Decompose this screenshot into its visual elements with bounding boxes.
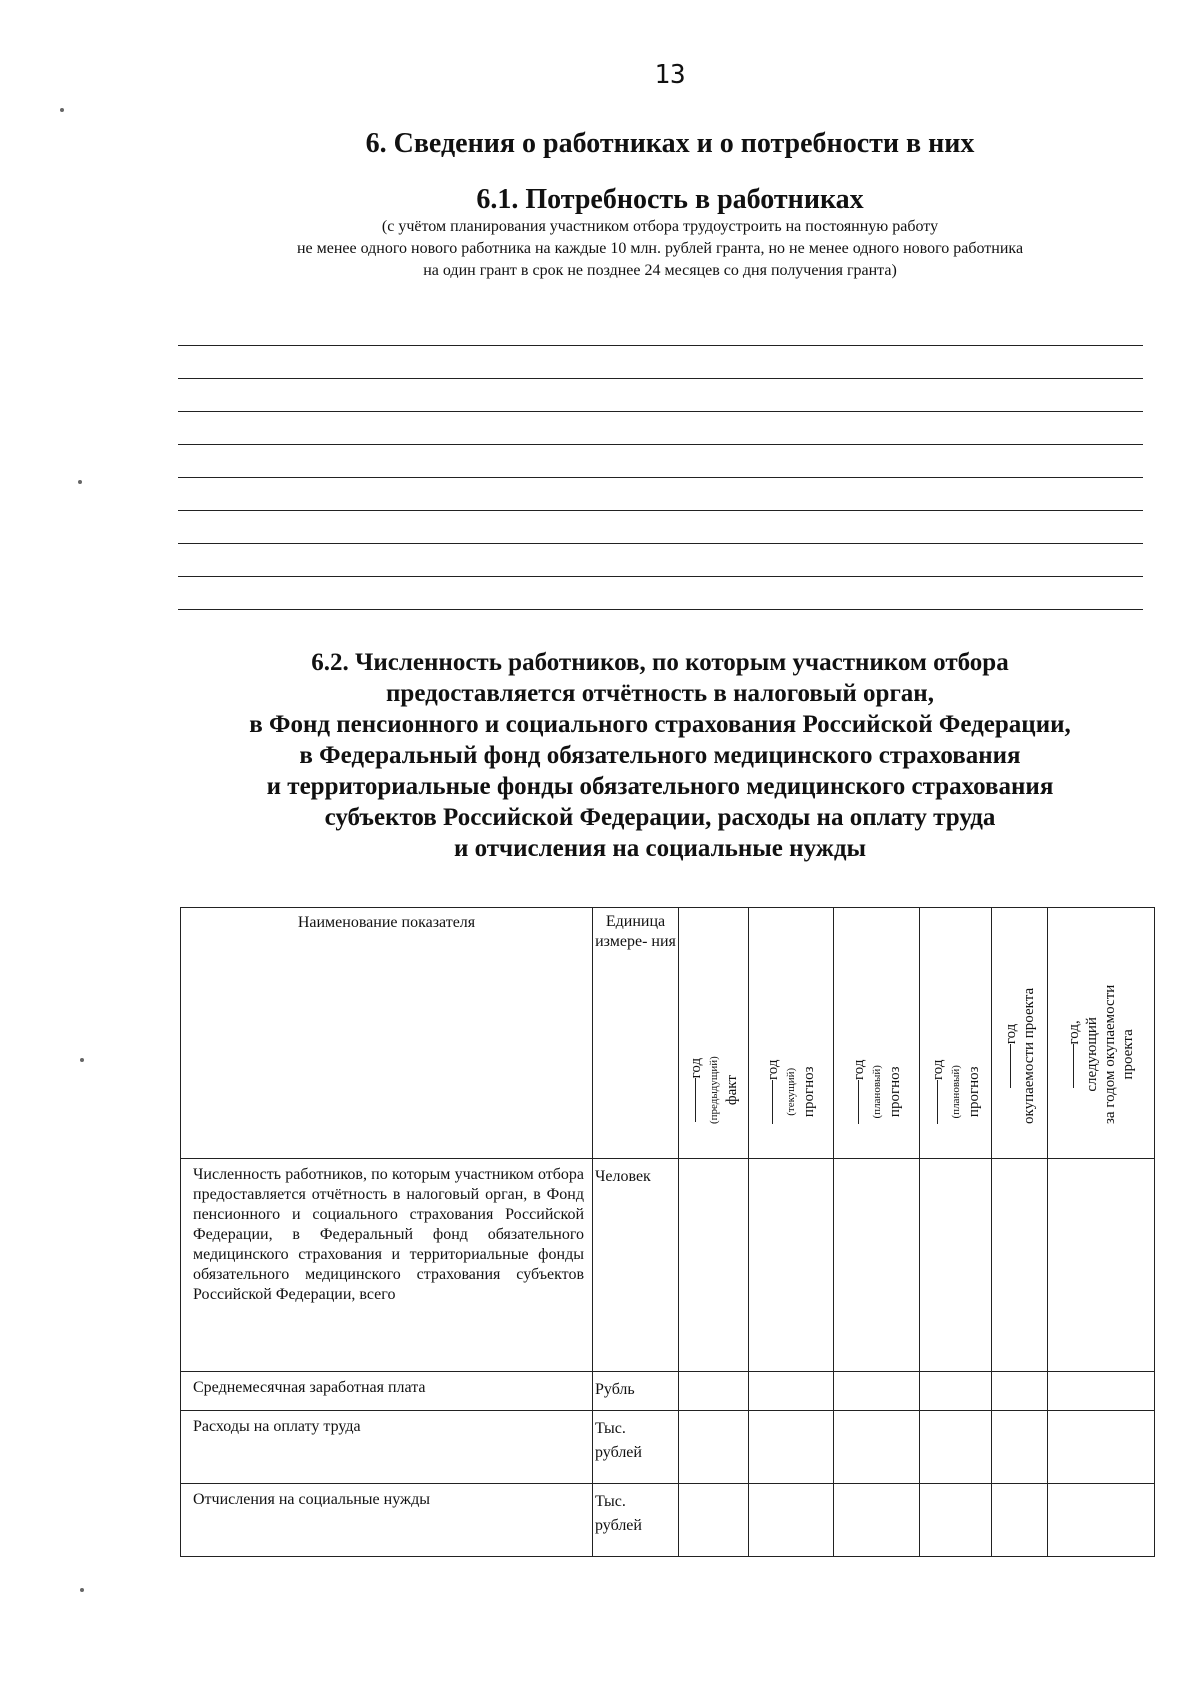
workers-table xyxy=(180,907,1155,1557)
fill-line[interactable] xyxy=(178,444,1143,445)
year-label: год, xyxy=(1066,1020,1082,1045)
title-line: предоставляется отчётность в налоговый орган, xyxy=(386,680,934,707)
section-6-1-title: 6.1. Потребность в работниках xyxy=(476,184,864,215)
value-cell[interactable] xyxy=(992,1484,1048,1557)
year-label: год xyxy=(850,1059,867,1080)
year-label: год xyxy=(929,1059,946,1080)
value-cell[interactable] xyxy=(1048,1484,1155,1557)
header-indicator-name: Наименование показателя xyxy=(181,908,593,1159)
value-cell[interactable] xyxy=(920,1484,992,1557)
value-cell[interactable] xyxy=(749,1411,834,1484)
row-unit: Человек xyxy=(593,1159,679,1372)
fill-line[interactable] xyxy=(178,378,1143,379)
value-cell[interactable] xyxy=(1048,1159,1155,1372)
scan-dot xyxy=(80,1058,84,1062)
fill-line[interactable] xyxy=(178,543,1143,544)
row-unit: Тыс. рублей xyxy=(593,1484,679,1557)
row-unit: Рубль xyxy=(593,1372,679,1411)
year-label: год xyxy=(1002,1023,1019,1045)
value-cell[interactable] xyxy=(1048,1411,1155,1484)
section-6-title: 6. Сведения о работниках и о потребности в них xyxy=(365,128,975,159)
year-qualifier: (текущий) xyxy=(785,1067,797,1116)
year-qualifier: (плановый) xyxy=(949,1065,962,1119)
page-number: 13 xyxy=(654,60,686,90)
value-cell[interactable] xyxy=(679,1372,749,1411)
fill-line[interactable] xyxy=(178,510,1143,511)
header-unit: Единица измере- ния xyxy=(593,908,679,1159)
row-name: Среднемесячная заработная плата xyxy=(181,1372,593,1411)
value-cell[interactable] xyxy=(834,1372,920,1411)
value-cell[interactable] xyxy=(749,1372,834,1411)
value-cell[interactable] xyxy=(749,1159,834,1372)
section-6-2-title xyxy=(180,647,1140,864)
value-cell[interactable] xyxy=(920,1411,992,1484)
value-cell[interactable] xyxy=(992,1411,1048,1484)
value-cell[interactable] xyxy=(992,1159,1048,1372)
year-qualifier: (плановый) xyxy=(870,1065,883,1119)
value-cell[interactable] xyxy=(679,1411,749,1484)
row-name: Расходы на оплату труда xyxy=(181,1411,593,1484)
row-name: Численность работников, по которым участником отбора предоставляется отчётность в налоговый орган, в Фонд пенсионного и социального страхования Российской Федерации, в Федеральный фонд обязательного медицинского страхования и территориальные фонды обязательного медицинского страхования субъектов Российской Федерации, всего xyxy=(181,1159,593,1372)
value-cell[interactable] xyxy=(834,1484,920,1557)
value-cell[interactable] xyxy=(749,1484,834,1557)
year-kind: факт xyxy=(723,1075,740,1106)
fill-line[interactable] xyxy=(178,411,1143,412)
section-6-1-note xyxy=(180,216,1140,282)
table-header-row xyxy=(181,908,1155,1159)
title-line: в Фонд пенсионного и социального страхования Российской Федерации, xyxy=(249,711,1071,738)
scan-dot xyxy=(80,1588,84,1592)
title-line: и территориальные фонды обязательного медицинского страхования xyxy=(266,773,1054,800)
value-cell[interactable] xyxy=(992,1372,1048,1411)
value-cell[interactable] xyxy=(834,1411,920,1484)
title-line: в Федеральный фонд обязательного медицинского страхования xyxy=(299,742,1021,769)
table-row xyxy=(181,1484,1155,1557)
value-cell[interactable] xyxy=(1048,1372,1155,1411)
value-cell[interactable] xyxy=(679,1484,749,1557)
scan-dot xyxy=(78,480,82,484)
note-line: не менее одного нового работника на каждые 10 млн. рублей гранта, но не менее одного нового работника xyxy=(296,240,1024,257)
year-label: год xyxy=(687,1057,704,1079)
table-row xyxy=(181,1411,1155,1484)
header-year-after-payback xyxy=(1048,908,1155,1159)
row-unit: Тыс. рублей xyxy=(593,1411,679,1484)
year-extra: проекта xyxy=(1120,1029,1136,1080)
fill-line[interactable] xyxy=(178,345,1143,346)
header-year-planned-forecast-1 xyxy=(834,908,920,1159)
note-line: на один грант в срок не позднее 24 месяцев со дня получения гранта) xyxy=(423,262,897,279)
year-kind: прогноз xyxy=(801,1066,817,1118)
year-kind: прогноз xyxy=(965,1066,982,1118)
year-kind: прогноз xyxy=(886,1066,903,1118)
year-kind: за годом окупаемости xyxy=(1102,984,1118,1124)
fill-line[interactable] xyxy=(178,576,1143,577)
fill-line[interactable] xyxy=(178,477,1143,478)
title-line: субъектов Российской Федерации, расходы на оплату труда xyxy=(324,804,996,831)
header-year-current-forecast xyxy=(749,908,834,1159)
year-qualifier: (предыдущий) xyxy=(707,1056,720,1124)
value-cell[interactable] xyxy=(679,1159,749,1372)
year-label: год xyxy=(765,1059,781,1080)
title-line: 6.2. Численность работников, по которым участником отбора xyxy=(311,649,1009,676)
year-qualifier: следующий xyxy=(1084,1017,1100,1092)
title-line: и отчисления на социальные нужды xyxy=(453,835,867,862)
value-cell[interactable] xyxy=(920,1372,992,1411)
value-cell[interactable] xyxy=(834,1159,920,1372)
row-name: Отчисления на социальные нужды xyxy=(181,1484,593,1557)
header-year-prev-fact xyxy=(679,908,749,1159)
header-year-payback xyxy=(992,908,1048,1159)
table-row xyxy=(181,1159,1155,1372)
table-row xyxy=(181,1372,1155,1411)
value-cell[interactable] xyxy=(920,1159,992,1372)
year-kind: окупаемости проекта xyxy=(1020,987,1037,1124)
header-year-planned-forecast-2 xyxy=(920,908,992,1159)
note-line: (с учётом планирования участником отбора трудоустроить на постоянную работу xyxy=(381,218,939,235)
fill-line[interactable] xyxy=(178,609,1143,610)
scan-dot xyxy=(60,108,64,112)
